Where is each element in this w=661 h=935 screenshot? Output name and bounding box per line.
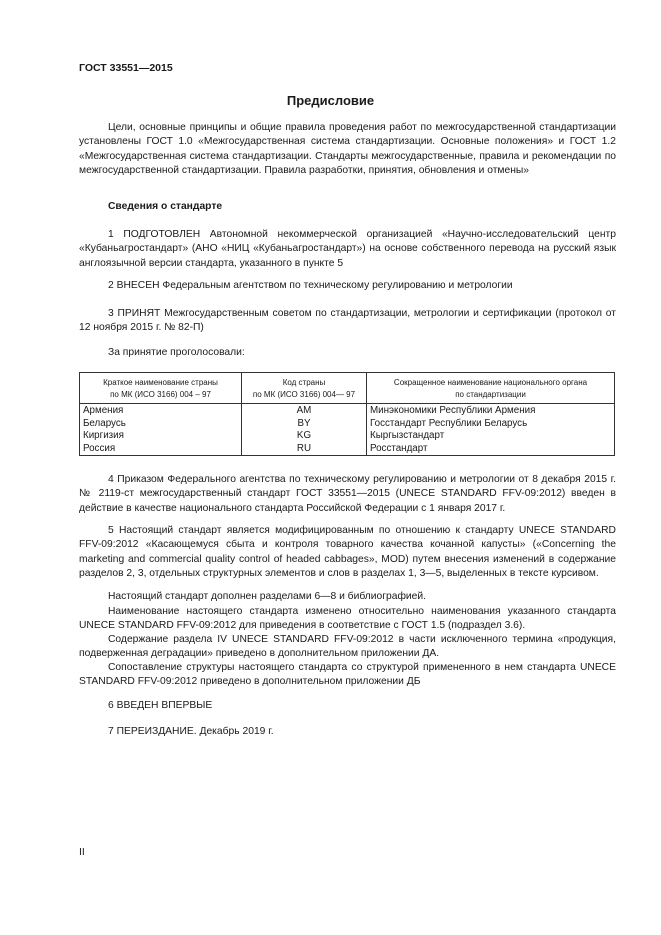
item-5-annex-db: Сопоставление структуры настоящего стандарта со структурой примененного в нем стандарта UNECE STANDARD FFV-09:2012 приведено в дополнительном приложении ДБ [79,662,616,688]
code-cell: KG [242,430,367,443]
country-cell: Россия [80,443,242,456]
item-4-order: 4 Приказом Федерального агентства по техническому регулированию и метрологии от 8 декабря 2015 г. № 2119-ст межгосударственный стандарт ГОСТ 33551—2015 (UNECE STANDARD FFV-09:2012) введен в действие в качестве национального стандарта Российской Федерации с 1 января 2017 г. [79,474,616,514]
table-row [80,443,615,456]
national-body-cell: Госстандарт Республики Беларусь [367,418,615,431]
intro-paragraph: Цели, основные принципы и общие правила проведения работ по межгосударственной стандартизации установлены ГОСТ 1.0 «Межгосударственная система стандартизации. Основные положения» и ГОСТ 1.2 «Межгосударственная система стандартизации. Стандарты межгосударственные, правила и рекомендации по межгосударственной стандартизации. Правила разработки, принятия, обновления и отмены» [79,122,616,176]
item-5-supplement: Настоящий стандарт дополнен разделами 6—8 и библиографией. [108,591,427,602]
item-6-introduced-first: 6 ВВЕДЕН ВПЕРВЫЕ [108,700,213,711]
document-code-header: ГОСТ 33551—2015 [79,62,173,74]
national-body-cell: Минэкономики Республики Армения [367,404,615,418]
column-header-body-line1: Сокращенное наименование национального органа [393,378,588,387]
code-cell: BY [242,418,367,431]
country-cell: Киргизия [80,430,242,443]
column-header-country [80,373,242,404]
item-1-prepared: 1 ПОДГОТОВЛЕН Автономной некоммерческой организацией «Научно-исследовательский центр «Кубаньагростандарт» (АНО «НИЦ «Кубаньагростандарт») на основе собственного перевода на русский язык англоязычной версии стандарта, указанного в пункте 5 [79,229,616,269]
table-row [80,418,615,431]
national-body-cell: Росстандарт [367,443,615,456]
column-header-code-line2: по МК (ИСО 3166) 004— 97 [252,389,356,399]
voted-label: За принятие проголосовали: [108,347,245,358]
column-header-body-line2: по стандартизации [455,389,526,399]
item-2-introduced: 2 ВНЕСЕН Федеральным агентством по техническому регулированию и метрологии [108,280,513,291]
table-row [80,404,615,418]
table-row [80,430,615,443]
column-header-code-line1: Код страны [282,378,326,387]
page-number: II [79,846,85,858]
code-cell: AM [242,404,367,418]
code-cell: RU [242,443,367,456]
item-3-adopted: 3 ПРИНЯТ Межгосударственным советом по стандартизации, метрологии и сертификации (протокол от 12 ноября 2015 г. № 82-П) [79,308,616,334]
column-header-country-line1: Краткое наименование страны [103,378,218,387]
country-cell: Армения [80,404,242,418]
table-header-row [80,373,615,404]
item-5-modified: 5 Настоящий стандарт является модифицированным по отношению к стандарту UNECE STANDARD FFV-09:2012 «Касающемуся сбыта и контроля товарного качества кочанной капусты» («Concerning the marketing and commercial quality control of headed cabbages», MOD) путем внесения изменений в содержание разделов 2, 3, отдельных структурных элементов и слов в разделах 1, 3—5, выделенных в тексте курсивом. [79,525,616,579]
standard-info-heading: Сведения о стандарте [108,201,223,212]
country-cell: Беларусь [80,418,242,431]
column-header-country-line2: по МК (ИСО 3166) 004 – 97 [110,389,211,399]
column-header-code [242,373,367,404]
item-5-name-change: Наименование настоящего стандарта изменено относительно наименования указанного стандарта UNECE STANDARD FFV-09:2012 для приведения в соответствие с ГОСТ 1.5 (подраздел 3.6). [79,606,616,632]
item-5-annex-da: Содержание раздела IV UNECE STANDARD FFV-09:2012 в части исключенного термина «продукция, подверженная деградации» приведено в дополнительном приложении ДА. [79,634,616,660]
page-title: Предисловие [286,93,375,108]
column-header-national-body [367,373,615,404]
voting-countries-table [79,372,615,456]
national-body-cell: Кыргызстандарт [367,430,615,443]
item-7-reissue: 7 ПЕРЕИЗДАНИЕ. Декабрь 2019 г. [108,726,274,737]
